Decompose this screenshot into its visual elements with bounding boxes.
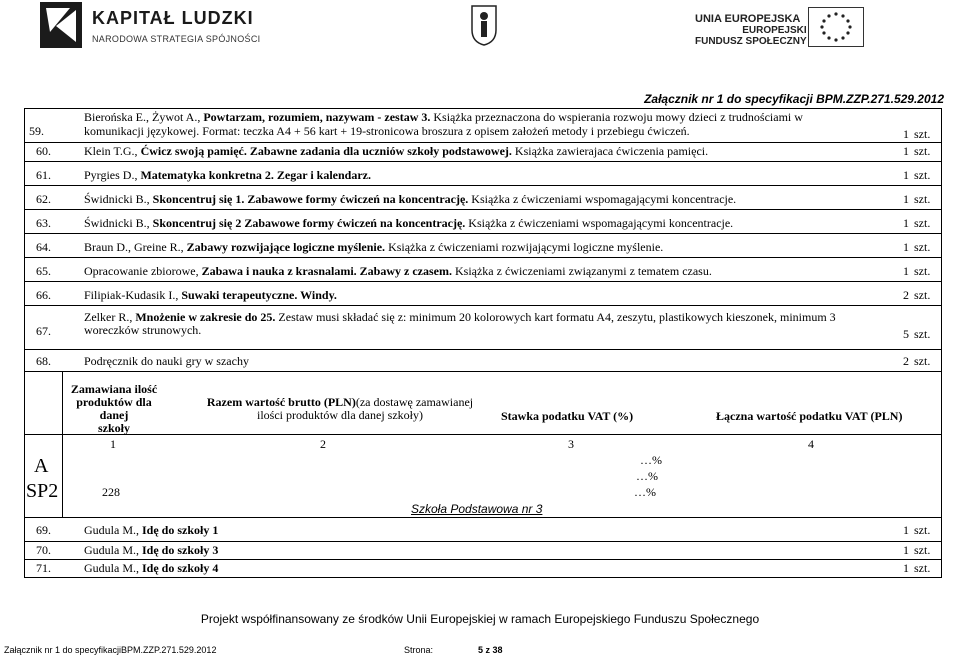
row-61-text: Pyrgies D., Matematyka konkretna 2. Zegar i kalendarz. (84, 168, 372, 182)
row-unit: szt. (914, 192, 931, 206)
footer-page-label: Strona: (404, 645, 434, 655)
column-number: 4 (808, 437, 814, 451)
row-67-line1: Zelker R., Mnożenie w zakresie do 25. Zestaw musi składać się z: minimum 20 kolorowych kart formatu A4, zeszytu, plastikowych kieszonek, minimum 3 (84, 310, 836, 324)
summary-header-total: Razem wartość brutto (PLN)(za dostawę zamawianej ilości produktów dla danej szkoły) (206, 395, 474, 422)
row-59-line2: komunikacji językowej. Format: teczka A4 + 56 kart + 19-stronicowa broszura z opisem założeń metody i przebiegu ćwiczeń. (84, 124, 690, 138)
row-number: 69. (36, 523, 51, 537)
row-qty: 1 (903, 523, 909, 537)
row-unit: szt. (914, 216, 931, 230)
kapital-ludzki-logo-icon (40, 2, 82, 48)
eu-text: UNIA EUROPEJSKA EUROPEJSKI FUNDUSZ SPOŁECZNY (695, 13, 807, 47)
row-number: 63. (36, 216, 51, 230)
row-number: 68. (36, 354, 51, 368)
row-unit: szt. (914, 543, 931, 557)
row-qty: 1 (903, 168, 909, 182)
school-code: SP2 (26, 480, 59, 502)
eu-flag-icon (808, 7, 864, 47)
kl-title: KAPITAŁ LUDZKI (92, 8, 254, 28)
row-qty: 1 (903, 216, 909, 230)
summary-header-vat-rate: Stawka podatku VAT (%) (501, 409, 634, 423)
vat-percent: …% (640, 453, 662, 467)
row-number: 67. (36, 324, 51, 338)
column-number: 1 (110, 437, 116, 451)
vat-percent: …% (634, 485, 656, 499)
row-unit: szt. (914, 561, 931, 575)
school-quantity: 228 (102, 485, 120, 499)
row-number: 65. (36, 264, 51, 278)
crest-icon (470, 4, 498, 46)
row-unit: szt. (914, 168, 931, 182)
row-65-text: Opracowanie zbiorowe, Zabawa i nauka z krasnalami. Zabawy z czasem. Książka z ćwiczeniami związanymi z tematem czasu. (84, 264, 712, 278)
row-59-line1: Bierońska E., Żywot A., Powtarzam, rozumiem, nazywam - zestaw 3. Książka przeznaczona do wspierania rozwoju mowy dzieci z trudnościami w (84, 110, 803, 124)
row-qty: 1 (903, 144, 909, 158)
row-qty: 2 (903, 354, 909, 368)
row-unit: szt. (914, 327, 931, 341)
row-unit: szt. (914, 264, 931, 278)
row-unit: szt. (914, 127, 931, 141)
row-68-text: Podręcznik do nauki gry w szachy (84, 354, 249, 368)
school-name: Szkoła Podstawowa nr 3 (411, 502, 543, 516)
row-qty: 1 (903, 240, 909, 254)
footer-project-note: Projekt współfinansowany ze środków Unii Europejskiej w ramach Europejskiego Funduszu Społecznego (200, 612, 760, 626)
row-unit: szt. (914, 288, 931, 302)
vat-percent: …% (636, 469, 658, 483)
row-qty: 1 (903, 264, 909, 278)
column-number: 3 (568, 437, 574, 451)
row-qty: 1 (903, 192, 909, 206)
row-number: 62. (36, 192, 51, 206)
kl-subtitle: NARODOWA STRATEGIA SPÓJNOŚCI (92, 34, 261, 44)
row-unit: szt. (914, 240, 931, 254)
annex-reference: Załącznik nr 1 do specyfikacji BPM.ZZP.271.529.2012 (644, 92, 944, 106)
row-unit: szt. (914, 354, 931, 368)
row-66-text: Filipiak-Kudasik I., Suwaki terapeutyczne. Windy. (84, 288, 337, 302)
summary-header-quantity: Zamawiana ilość produktów dla danej szkoły (70, 382, 158, 435)
row-67-line2: woreczków strunowych. (84, 323, 202, 337)
row-number: 64. (36, 240, 51, 254)
row-63-text: Świdnicki B., Skoncentruj się 2 Zabawowe formy ćwiczeń na koncentrację. Książka z ćwiczeniami wspomagającymi koncentracje. (84, 216, 734, 230)
row-71-text: Gudula M., Idę do szkoły 4 (84, 561, 219, 575)
summary-header-vat-value: Łączna wartość podatku VAT (PLN) (716, 409, 903, 423)
row-64-text: Braun D., Greine R., Zabawy rozwijające logiczne myślenie. Książka z ćwiczeniami rozwijającymi logiczne myślenie. (84, 240, 664, 254)
row-60-text: Klein T.G., Ćwicz swoją pamięć. Zabawne zadania dla uczniów szkoły podstawowej. Książka zawierajaca ćwiczenia pamięci. (84, 144, 709, 158)
row-unit: szt. (914, 523, 931, 537)
row-number: 70. (36, 543, 51, 557)
row-number: 66. (36, 288, 51, 302)
row-unit: szt. (914, 144, 931, 158)
footer-page-number: 5 z 38 (478, 645, 503, 655)
row-qty: 1 (903, 543, 909, 557)
row-number: 59. (29, 124, 44, 138)
row-qty: 1 (903, 127, 909, 141)
row-70-text: Gudula M., Idę do szkoły 3 (84, 543, 219, 557)
row-qty: 5 (903, 327, 909, 341)
footer-reference: Załącznik nr 1 do specyfikacjiBPM.ZZP.271.529.2012 (4, 645, 217, 655)
row-62-text: Świdnicki B., Skoncentruj się 1. Zabawowe formy ćwiczeń na koncentrację. Książka z ćwiczeniami wspomagającymi koncentracje. (84, 192, 737, 206)
column-number: 2 (320, 437, 326, 451)
row-69-text: Gudula M., Idę do szkoły 1 (84, 523, 219, 537)
row-qty: 1 (903, 561, 909, 575)
row-number: 71. (36, 561, 51, 575)
row-number: 61. (36, 168, 51, 182)
row-qty: 2 (903, 288, 909, 302)
row-number: 60. (36, 144, 51, 158)
section-letter: A (34, 455, 49, 477)
